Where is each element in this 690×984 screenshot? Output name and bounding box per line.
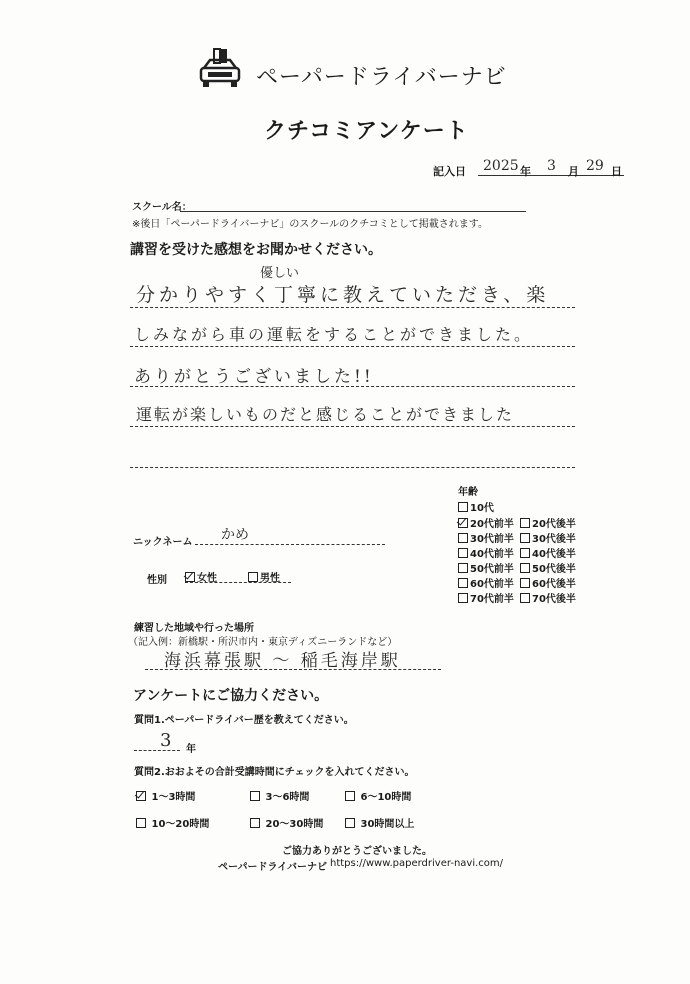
q2-option-20-30h[interactable]: 20～30時間 xyxy=(250,815,323,830)
gender-option-male[interactable]: 男性 xyxy=(248,569,280,584)
entry-day: 29 xyxy=(586,158,604,174)
q2-checkbox[interactable] xyxy=(136,818,146,828)
form-title: クチコミアンケート xyxy=(264,119,469,144)
age-label: 年齢 xyxy=(458,487,478,498)
area-field[interactable] xyxy=(145,669,441,670)
entry-date-label: 記入日 xyxy=(433,165,466,178)
area-example: （記入例：新橋駅・所沢市内・東京ディズニーランドなど） xyxy=(128,637,398,648)
school-label: スクール名： xyxy=(132,202,192,213)
age-checkbox[interactable] xyxy=(520,548,530,558)
area-label: 練習した地域や行った場所 xyxy=(134,623,254,634)
nickname-value: かめ xyxy=(221,527,249,543)
school-field[interactable] xyxy=(180,211,526,212)
age-option-20s-late[interactable]: 20代後半 xyxy=(520,515,576,530)
age-option-70s-late[interactable]: 70代後半 xyxy=(520,590,576,605)
q1-value: 3 xyxy=(160,730,172,751)
gender-checkbox[interactable] xyxy=(185,572,195,582)
entry-year-unit: 年 xyxy=(520,165,531,178)
q2-checkbox[interactable] xyxy=(136,791,146,801)
age-option-20s-early[interactable]: 20代前半 xyxy=(458,515,514,530)
age-checkbox[interactable] xyxy=(458,563,468,573)
impression-line-3: ありがとうございました!! xyxy=(134,367,374,387)
age-option-40s-late[interactable]: 40代後半 xyxy=(520,545,576,560)
q2-label: 質問2.おおよその合計受講時間にチェックを入れてください。 xyxy=(134,767,415,778)
q2-option-1-3h[interactable]: 1～3時間 xyxy=(136,788,195,803)
age-checkbox[interactable] xyxy=(520,563,530,573)
age-option-60s-late[interactable]: 60代後半 xyxy=(520,575,576,590)
school-note: ※後日「ペーパードライバーナビ」のスクールのクチコミとして掲載されます。 xyxy=(132,219,488,230)
q1-field[interactable] xyxy=(134,750,180,751)
age-checkbox[interactable] xyxy=(458,578,468,588)
impressions-insertion: 優しい xyxy=(260,266,300,281)
q2-checkbox[interactable] xyxy=(250,791,260,801)
q2-checkbox[interactable] xyxy=(250,818,260,828)
brand-name: ペーパードライバーナビ xyxy=(256,65,507,90)
gender-checkbox[interactable] xyxy=(248,572,258,582)
gender-option-female[interactable]: 女性 xyxy=(185,569,217,584)
q2-option-6-10h[interactable]: 6～10時間 xyxy=(345,788,411,803)
age-checkbox[interactable] xyxy=(458,593,468,603)
age-checkbox[interactable] xyxy=(520,578,530,588)
impression-line-4: 運転が楽しいものだと感じることができました xyxy=(136,405,515,424)
age-checkbox[interactable] xyxy=(520,518,530,528)
age-option-30s-late[interactable]: 30代後半 xyxy=(520,530,576,545)
age-option-50s-early[interactable]: 50代前半 xyxy=(458,560,514,575)
age-option-10s[interactable]: 10代 xyxy=(458,499,494,514)
footer-brand: ペーパードライバーナビ xyxy=(218,862,327,873)
q2-option-30h-plus[interactable]: 30時間以上 xyxy=(345,815,414,830)
entry-year: 2025 xyxy=(483,158,519,174)
age-checkbox[interactable] xyxy=(520,533,530,543)
age-option-60s-early[interactable]: 60代前半 xyxy=(458,575,514,590)
age-checkbox[interactable] xyxy=(458,502,468,512)
impression-line-2: しみながら車の運転をすることができました。 xyxy=(134,325,534,344)
age-option-50s-late[interactable]: 50代後半 xyxy=(520,560,576,575)
entry-day-unit: 日 xyxy=(611,165,622,178)
entry-month-unit: 月 xyxy=(568,165,579,178)
survey-heading: アンケートにご協力ください。 xyxy=(133,688,329,704)
q2-checkbox[interactable] xyxy=(345,818,355,828)
q2-checkbox[interactable] xyxy=(345,791,355,801)
age-option-70s-early[interactable]: 70代前半 xyxy=(458,590,514,605)
age-option-30s-early[interactable]: 30代前半 xyxy=(458,530,514,545)
impression-line-1: 分かりやすく丁寧に教えていただき、楽 xyxy=(136,284,550,306)
q2-option-10-20h[interactable]: 10～20時間 xyxy=(136,815,209,830)
age-checkbox[interactable] xyxy=(458,533,468,543)
age-checkbox[interactable] xyxy=(458,548,468,558)
age-checkbox[interactable] xyxy=(520,593,530,603)
brand-logo xyxy=(196,46,244,94)
impressions-heading: 講習を受けた感想をお聞かせください。 xyxy=(130,242,382,258)
q1-label: 質問1.ペーパードライバー歴を教えてください。 xyxy=(134,715,354,726)
footer-url[interactable]: https://www.paperdriver-navi.com/ xyxy=(330,858,504,869)
area-value: 海浜幕張駅 ～ 稲毛海岸駅 xyxy=(164,651,401,671)
age-checkbox[interactable] xyxy=(458,518,468,528)
footer-thanks: ご協力ありがとうございました。 xyxy=(282,846,432,857)
q2-option-3-6h[interactable]: 3～6時間 xyxy=(250,788,309,803)
nickname-field[interactable] xyxy=(195,544,385,545)
car-book-logo-icon xyxy=(196,46,244,94)
age-option-40s-early[interactable]: 40代前半 xyxy=(458,545,514,560)
entry-month: 3 xyxy=(547,158,556,174)
gender-label: 性別 xyxy=(147,575,167,586)
q1-unit: 年 xyxy=(186,744,196,755)
nickname-label: ニックネーム xyxy=(133,537,193,548)
